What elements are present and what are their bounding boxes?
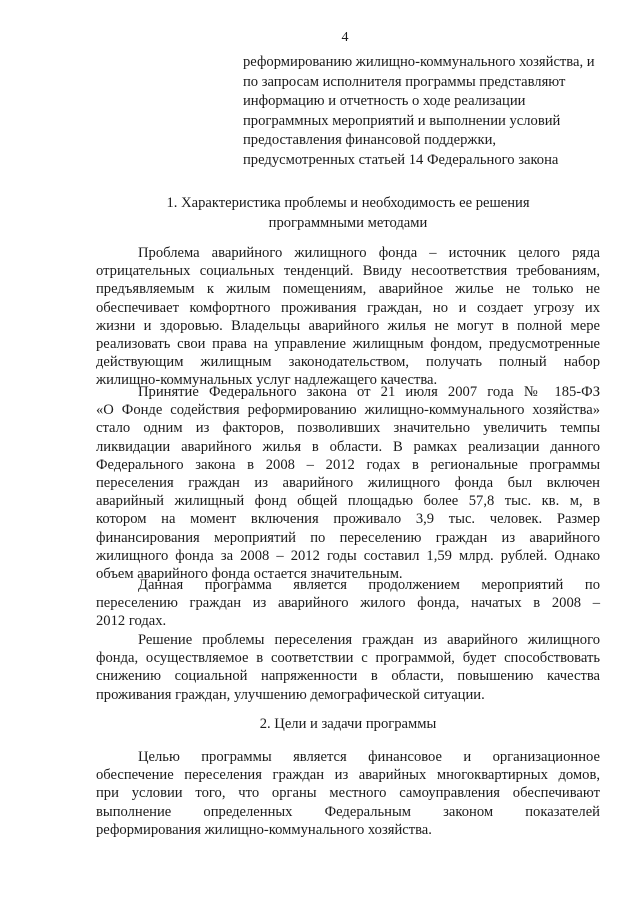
text-line: аварийный жилищный фонд общей площадью более 57,8 тыс. кв. м, в	[96, 493, 600, 510]
text-line: 2012 годах.	[96, 613, 167, 630]
text-line: по запросам исполнителя программы представляют	[243, 73, 566, 90]
paragraph-1	[96, 244, 600, 390]
text-line: жилищного фонда за 2008 – 2012 годы составил 1,59 млрд. рублей. Однако	[96, 547, 600, 564]
text-line: при условии того, что органы местного самоуправления обеспечивают	[96, 785, 600, 802]
paragraph-5	[96, 748, 600, 839]
page-number: 4	[341, 30, 349, 45]
text-line: обеспечивает комфортного проживания граждан, но и создает угрозу их	[96, 299, 600, 316]
text-line: отрицательных социальных тенденций. Ввиду несоответствия требованиям,	[96, 263, 600, 280]
text-line: финансирования мероприятий по переселению граждан из аварийного	[96, 529, 600, 546]
section-1-heading	[96, 193, 600, 233]
text-line: реформированию жилищно-коммунального хозяйства, и	[243, 54, 595, 70]
paragraph-2	[96, 383, 600, 583]
text-line: Данная программа является продолжением мероприятий по	[138, 577, 600, 593]
section-2-heading	[96, 714, 600, 734]
text-line: Федерального закона в 2008 – 2012 годах в региональные программы	[96, 456, 600, 473]
text-line: Принятие Федерального закона от 21 июля 2007 года № 185-ФЗ	[138, 384, 600, 400]
text-line: проживания граждан, улучшению демографической ситуации.	[96, 686, 485, 703]
text-line: жилищно-коммунальных услуг надлежащего качества.	[96, 372, 438, 389]
text-line: котором на момент включения проживало 3,9 тыс. человек. Размер	[96, 511, 600, 528]
text-line: информацию и отчетность о ходе реализации	[243, 93, 526, 110]
paragraph-3	[96, 576, 600, 631]
text-line: стало одним из факторов, позволивших значительно увеличить темпы	[96, 420, 600, 437]
text-line: фонда, осуществляемое в соответствии с программой, будет способствовать	[96, 650, 600, 667]
text-line: снижению социальной напряженности в области, повышению качества	[96, 668, 600, 685]
text-line: Решение проблемы переселения граждан из аварийного жилищного	[138, 632, 600, 648]
heading-line: 2. Цели и задачи программы	[259, 716, 437, 732]
text-line: выполнение определенных Федеральным законом показателей	[96, 803, 600, 820]
text-line: предусмотренных статьей 14 Федерального закона	[243, 151, 559, 168]
text-line: Целью программы является финансовое и организационное	[138, 749, 600, 765]
text-line: реализовать свои права на управление жилищным фондом, предусмотренные	[96, 336, 600, 353]
text-line: переселению граждан из аварийного жилого фонда, начатых в 2008 –	[96, 595, 600, 612]
text-line: предъявляемым к жилым помещениям, аварийное жилье не только не	[96, 281, 600, 298]
text-line: «О Фонде содействия реформированию жилищно-коммунального хозяйства»	[96, 402, 600, 419]
text-line: действующим жилищным законодательством, получать полный набор	[96, 354, 600, 371]
continued-text-block	[243, 53, 603, 171]
text-line: Проблема аварийного жилищного фонда – источник целого ряда	[138, 245, 600, 261]
text-line: обеспечение переселения граждан из аварийных многоквартирных домов,	[96, 767, 600, 784]
text-line: переселения граждан из аварийного жилищного фонда был включен	[96, 475, 600, 492]
paragraph-4	[96, 631, 600, 704]
text-line: программных мероприятий и выполнении условий	[243, 112, 561, 129]
text-line: реформирования жилищно-коммунального хозяйства.	[96, 821, 432, 838]
text-line: предоставления финансовой поддержки,	[243, 132, 497, 149]
text-line: жизни и здоровью. Владельцы аварийного жилья не могут в полной мере	[96, 317, 600, 334]
heading-line: программными методами	[268, 215, 428, 231]
text-line: ликвидации аварийного жилья в области. В рамках реализации данного	[96, 438, 600, 455]
heading-line: 1. Характеристика проблемы и необходимость ее решения	[166, 195, 530, 211]
text-line: объем аварийного фонда остается значительным.	[96, 566, 403, 583]
